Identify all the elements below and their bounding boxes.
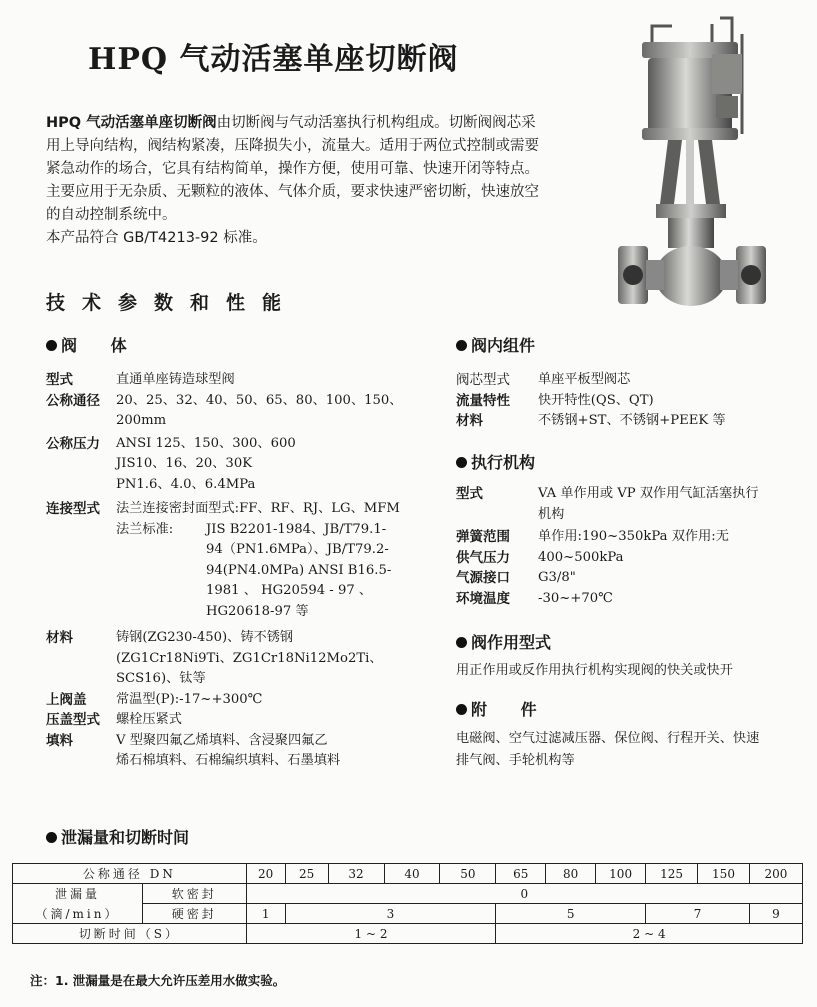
spec-label: 材料	[46, 630, 73, 646]
spec-label: 材料	[456, 413, 483, 429]
spec-value: 快开特性(QS、QT)	[538, 392, 654, 408]
bullet-icon	[46, 340, 57, 351]
spec-value: 400~500kPa	[538, 549, 624, 565]
spec-value: 20、25、32、40、50、65、80、100、150、200mm	[116, 392, 403, 428]
table-row	[13, 924, 803, 944]
table-cell: 硬密封	[142, 904, 246, 924]
spec-value: V 型聚四氟乙烯填料、含浸聚四氟乙	[116, 732, 328, 748]
intro-lead: HPQ 气动活塞单座切断阀	[46, 115, 217, 131]
spec-value: ANSI 125、150、300、600	[116, 435, 296, 451]
table-cell: 1	[246, 904, 285, 924]
table-header-cell: 32	[328, 864, 384, 884]
table-row	[13, 884, 803, 904]
spec-row-flow	[456, 391, 806, 412]
spec-label: 流量特性	[456, 392, 510, 409]
table-row	[13, 904, 803, 924]
spec-value: 单座平板型阀芯	[538, 372, 631, 387]
table-cell: 2 ~ 4	[496, 924, 803, 944]
table-cell: （滴/min）	[13, 904, 143, 924]
spec-value: 94(PN4.0MPa) ANSI B16.5-	[206, 562, 392, 578]
bullet-icon	[456, 704, 467, 715]
trim-specs	[456, 370, 806, 432]
table-header-cell: 50	[440, 864, 496, 884]
accessories-heading: 附 件	[456, 697, 551, 720]
spec-value: (ZG1Cr18Ni9Ti、ZG1Cr18Ni12Mo2Ti、	[116, 650, 383, 666]
table-cell: 切断时间（S）	[13, 924, 247, 944]
table-cell: 1 ~ 2	[246, 924, 496, 944]
action-heading: 阀作用型式	[456, 630, 551, 653]
spec-value: JIS B2201-1984、JB/T79.1-	[206, 521, 387, 537]
accessories-line: 排气阀、手轮机构等	[456, 753, 575, 768]
spec-row-type	[46, 370, 406, 391]
trim-heading: 阀内组件	[456, 333, 535, 356]
spec-label: 连接型式	[46, 501, 100, 517]
spec-row-gland	[46, 710, 406, 731]
leak-heading: 泄漏量和切断时间	[46, 825, 189, 848]
actuator-specs	[456, 484, 806, 609]
spec-value: G3/8"	[538, 570, 576, 585]
spec-row-bonnet	[46, 690, 406, 711]
table-header-cell: 公称通径 DN	[13, 864, 247, 884]
spec-label: 型式	[46, 372, 73, 388]
spec-row-pn	[46, 434, 406, 496]
spec-row-dn	[46, 391, 406, 432]
bullet-icon	[456, 340, 467, 351]
section-title: 技术参数和性能	[46, 292, 299, 314]
spec-sub-label: 法兰标准:	[116, 521, 174, 537]
table-header-cell: 125	[646, 864, 698, 884]
spec-row-material	[46, 628, 406, 690]
spec-label: 阀芯型式	[456, 372, 510, 388]
table-cell: 5	[496, 904, 646, 924]
spec-value: HG20618-97 等	[206, 603, 309, 619]
spec-row-trim-material	[456, 411, 806, 432]
footnote: 注：1. 泄漏量是在最大允许压差用水做实验。	[30, 973, 286, 988]
table-header-cell: 150	[698, 864, 750, 884]
accessories-line: 电磁阀、空气过滤减压器、保位阀、行程开关、快速	[456, 731, 760, 746]
table-cell: 软密封	[142, 884, 246, 904]
spec-value: 94（PN1.6MPa）、JB/T79.2-	[206, 542, 389, 557]
accessories-text	[456, 728, 806, 772]
valve-body-heading: 阀 体	[46, 333, 141, 356]
table-header-cell: 20	[246, 864, 285, 884]
spec-label: 弹簧范围	[456, 529, 510, 545]
intro-text	[46, 112, 546, 250]
spec-row-packing	[46, 731, 406, 772]
intro-body: 由切断阀与气动活塞执行机构组成。切断阀阀芯采用上导向结构，阀结构紧凑，压降损失小，流量大。适用于两位式控制或需要紧急动作的场合，它具有结构简单，操作方便，使用可靠、快速开闭等特点。主要应用于无杂质、无颗粒的液体、气体介质，要求快速严密切断，快速放空的自动控制系统中。	[46, 115, 539, 223]
intro-standard: 本产品符合 GB/T4213-92 标准。	[46, 230, 267, 246]
spec-row-spring	[456, 527, 806, 548]
spec-row-supply	[456, 548, 806, 569]
spec-value: 直通单座铸造球型阀	[116, 372, 235, 387]
spec-value: 1981 、 HG20594 - 97 、	[206, 583, 373, 598]
spec-value: 机构	[538, 506, 565, 522]
bullet-icon	[456, 637, 467, 648]
spec-value: 不锈钢+ST、不锈钢+PEEK 等	[538, 413, 726, 428]
spec-value: 螺栓压紧式	[116, 712, 182, 727]
spec-label: 环境温度	[456, 590, 510, 607]
actuator-heading: 执行机构	[456, 450, 535, 473]
spec-value: JIS10、16、20、30K	[116, 456, 253, 471]
spec-value: SCS16)、钛等	[116, 671, 206, 686]
spec-value: VA 单作用或 VP 双作用气缸活塞执行	[538, 486, 759, 501]
bullet-icon	[456, 457, 467, 468]
spec-label: 供气压力	[456, 549, 510, 566]
spec-row-temp	[456, 589, 806, 610]
spec-label: 填料	[46, 732, 73, 749]
table-row	[13, 864, 803, 884]
table-cell: 泄漏量	[13, 884, 143, 904]
spec-row-actuator-type	[456, 484, 806, 525]
spec-value: 单作用:190~350kPa 双作用:无	[538, 529, 729, 544]
spec-label: 压盖型式	[46, 712, 100, 728]
table-header-cell: 80	[546, 864, 596, 884]
spec-value: -30~+70℃	[538, 590, 613, 606]
leak-table	[12, 863, 803, 944]
action-text: 用正作用或反作用执行机构实现阀的快关或快开	[456, 663, 733, 678]
table-cell: 7	[646, 904, 750, 924]
table-header-cell: 200	[749, 864, 802, 884]
spec-label: 上阀盖	[46, 691, 87, 708]
table-header-cell: 65	[496, 864, 546, 884]
table-header-cell: 40	[384, 864, 440, 884]
spec-row-plug	[456, 370, 806, 391]
valve-body-specs	[46, 370, 406, 772]
table-cell: 9	[749, 904, 802, 924]
spec-value: 常温型(P):-17~+300℃	[116, 691, 263, 707]
valve-product-photo	[612, 14, 772, 310]
table-header-cell: 100	[596, 864, 646, 884]
spec-label: 型式	[456, 486, 483, 502]
page-title: HPQ 气动活塞单座切断阀	[88, 42, 459, 77]
spec-value: 烯石棉填料、石棉编织填料、石墨填料	[116, 753, 341, 768]
spec-label: 气源接口	[456, 570, 510, 586]
spec-value: PN1.6、4.0、6.4MPa	[116, 476, 256, 492]
spec-label: 公称压力	[46, 435, 100, 452]
spec-value: 铸钢(ZG230-450)、铸不锈钢	[116, 630, 294, 645]
spec-value: 法兰连接密封面型式:FF、RF、RJ、LG、MFM	[116, 501, 400, 516]
spec-row-connection	[46, 499, 406, 622]
table-cell: 3	[285, 904, 496, 924]
spec-label: 公称通径	[46, 392, 100, 409]
bullet-icon	[46, 832, 57, 843]
spec-row-port	[456, 568, 806, 589]
table-header-cell: 25	[285, 864, 328, 884]
table-cell: 0	[246, 884, 802, 904]
